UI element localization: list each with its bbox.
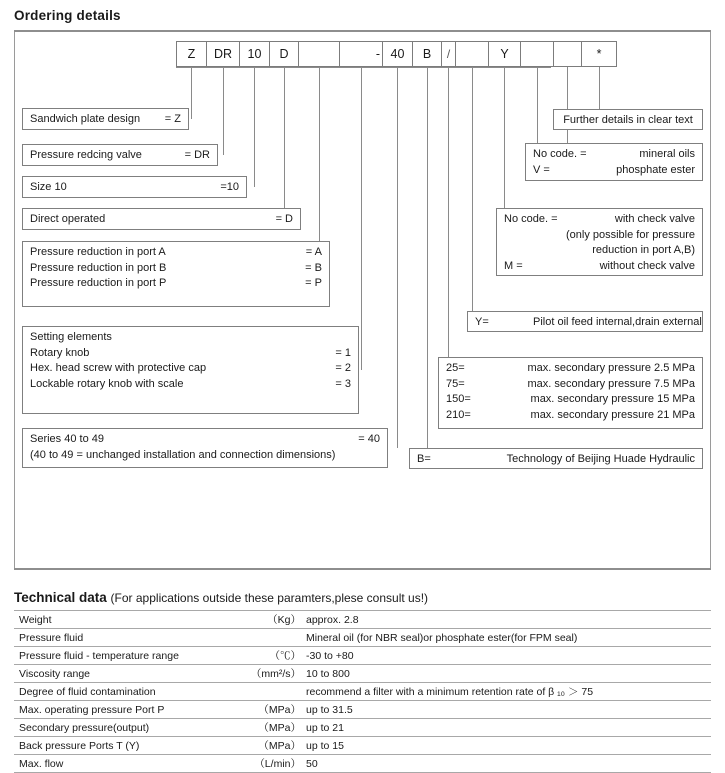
tech-row-name: Pressure fluid - temperature range <box>14 647 224 665</box>
ordering-box-size <box>22 176 247 198</box>
ordering-row-label: Direct operated <box>30 213 106 225</box>
ordering-row-label: Sandwich plate design <box>30 113 141 125</box>
ordering-row <box>30 346 351 362</box>
secondary-pressure-desc: max. secondary pressure 21 MPa <box>530 408 695 421</box>
tech-row-value: up to 21 <box>301 719 711 737</box>
code-connector-2 <box>254 67 255 187</box>
ordering-row-label: Series 40 to 49 <box>30 433 104 445</box>
tech-row-name: Weight <box>14 611 224 629</box>
ordering-row-label: Rotary knob <box>30 346 90 359</box>
table-row <box>14 683 711 701</box>
secondary-pressure-code: 75= <box>446 377 465 390</box>
code-cell-2[interactable]: 10 <box>239 41 269 67</box>
ordering-row-code: = 2 <box>335 362 351 374</box>
code-cell-7[interactable]: B <box>412 41 441 67</box>
ordering-row <box>30 361 351 377</box>
ordering-row <box>30 432 380 448</box>
secondary-pressure-desc: max. secondary pressure 2.5 MPa <box>527 362 695 374</box>
ordering-row-label: Lockable rotary knob with scale <box>30 377 184 390</box>
code-cell-12[interactable] <box>553 41 581 67</box>
secondary-pressure-code: 150= <box>446 393 471 405</box>
ordering-row <box>30 112 181 128</box>
code-cell-6[interactable]: 40 <box>382 41 412 67</box>
ordering-row-label: Size 10 <box>30 181 67 193</box>
ordering-row-label: (40 to 49 = unchanged installation and connection dimensions) <box>30 448 336 461</box>
ordering-box-check-valve <box>496 208 703 276</box>
technical-data-table <box>14 610 711 773</box>
ordering-box-pilot-oil <box>467 311 703 332</box>
code-cell-4[interactable] <box>298 41 339 67</box>
table-row <box>14 629 711 647</box>
code-cell-5[interactable]: - <box>339 41 382 67</box>
tech-row-name: Max. flow <box>14 755 224 773</box>
ordering-row-code: = 3 <box>335 377 351 390</box>
table-row <box>14 665 711 683</box>
ordering-row-code: =10 <box>220 181 239 193</box>
tech-row-value: Mineral oil (for NBR seal)or phosphate ester(for FPM seal) <box>301 629 711 647</box>
table-row <box>14 611 711 629</box>
ordering-row <box>30 377 351 393</box>
ordering-frame-right <box>710 32 711 569</box>
tech-row-name: Secondary pressure(output) <box>14 719 224 737</box>
check-valve-desc: without check valve <box>599 259 695 272</box>
technology-code: B= <box>417 453 431 465</box>
tech-row-value: 10 to 800 <box>301 665 711 683</box>
ordering-box-secondary-pressure <box>438 357 703 429</box>
technical-data-heading <box>14 590 711 610</box>
ordering-row-label: Setting elements <box>30 331 112 343</box>
ordering-row <box>30 330 351 346</box>
code-connector-1 <box>223 67 224 155</box>
ordering-title-underline <box>14 30 711 32</box>
fluid-type-code: No code. = <box>533 148 587 160</box>
code-cell-1[interactable]: DR <box>206 41 239 67</box>
ordering-box-technology <box>409 448 703 469</box>
tech-row-name: Viscosity range <box>14 665 224 683</box>
fluid-type-row <box>533 163 695 179</box>
code-cell-10[interactable]: Y <box>488 41 520 67</box>
code-connector-6 <box>397 67 398 448</box>
code-connector-5 <box>361 67 362 370</box>
ordering-row <box>30 261 322 277</box>
secondary-pressure-row <box>446 408 695 424</box>
ordering-box-direct-operated <box>22 208 301 230</box>
fluid-type-desc: mineral oils <box>639 148 695 160</box>
code-cell-13[interactable]: * <box>581 41 617 67</box>
ordering-box-further-details <box>553 109 703 130</box>
tech-row-value: approx. 2.8 <box>301 611 711 629</box>
check-valve-row <box>504 259 695 275</box>
secondary-pressure-code: 210= <box>446 408 471 421</box>
technical-data-section <box>14 590 711 773</box>
ordering-box-pressure-reducing-valve <box>22 144 218 166</box>
ordering-box-setting-elements <box>22 326 359 414</box>
ordering-row-code: = D <box>275 213 293 225</box>
tech-row-unit: （mm²/s） <box>224 665 301 683</box>
ordering-details-title: Ordering details <box>14 8 121 23</box>
code-connector-8 <box>448 67 449 394</box>
technology-desc: Technology of Beijing Huade Hydraulic <box>506 453 695 465</box>
ordering-row <box>30 212 293 228</box>
tech-row-value: recommend a filter with a minimum retention rate of β ₁₀ ＞ 75 <box>301 683 711 701</box>
ordering-row-code: = P <box>305 277 322 289</box>
table-row <box>14 755 711 773</box>
code-cell-0[interactable]: Z <box>176 41 206 67</box>
check-valve-code: M = <box>504 259 523 272</box>
code-connector-3 <box>284 67 285 219</box>
secondary-pressure-row <box>446 361 695 377</box>
tech-row-value: up to 31.5 <box>301 701 711 719</box>
pilot-oil-code: Y= <box>475 316 489 328</box>
code-cell-8[interactable]: / <box>441 41 455 67</box>
tech-row-unit: （L/min） <box>224 755 301 773</box>
ordering-row <box>30 276 322 292</box>
tech-row-unit <box>224 629 301 647</box>
check-valve-desc: (only possible for pressure <box>565 228 695 241</box>
table-row <box>14 647 711 665</box>
check-valve-code: No code. = <box>504 213 558 225</box>
tech-row-unit: （Kg） <box>224 611 301 629</box>
secondary-pressure-row <box>446 392 695 408</box>
check-valve-desc: reduction in port A,B) <box>592 244 695 256</box>
tech-row-name: Degree of fluid contamination <box>14 683 224 701</box>
ordering-code-row <box>176 41 617 67</box>
ordering-frame-bottom <box>14 568 711 570</box>
code-connector-7 <box>427 67 428 458</box>
ordering-row-label: Pressure reduction in port B <box>30 261 167 274</box>
code-connector-9 <box>472 67 473 321</box>
tech-row-name: Back pressure Ports T (Y) <box>14 737 224 755</box>
tech-row-unit: （MPa） <box>224 737 301 755</box>
ordering-row <box>30 148 210 164</box>
pilot-oil-row <box>475 315 702 331</box>
ordering-row-label: Pressure reduction in port A <box>30 246 166 258</box>
tech-row-value: 50 <box>301 755 711 773</box>
ordering-box-fluid-type <box>525 143 703 181</box>
ordering-row-label: Hex. head screw with protective cap <box>30 362 207 374</box>
ordering-row <box>30 448 380 464</box>
tech-row-name: Max. operating pressure Port P <box>14 701 224 719</box>
code-cell-9[interactable] <box>455 41 488 67</box>
tech-row-unit <box>224 683 301 701</box>
ordering-box-sandwich-plate <box>22 108 189 130</box>
table-row <box>14 737 711 755</box>
ordering-row <box>30 245 322 261</box>
ordering-row <box>30 180 239 196</box>
check-valve-row <box>504 243 695 259</box>
code-connector-0 <box>191 67 192 119</box>
technical-data-subtitle: (For applications outside these paramters,plese consult us!) <box>110 591 429 605</box>
ordering-row-code: = B <box>305 261 322 274</box>
tech-row-name: Pressure fluid <box>14 629 224 647</box>
secondary-pressure-desc: max. secondary pressure 7.5 MPa <box>527 377 695 390</box>
check-valve-row <box>504 228 695 244</box>
ordering-box-series <box>22 428 388 468</box>
ordering-row-code: = A <box>305 246 322 258</box>
secondary-pressure-desc: max. secondary pressure 15 MPa <box>530 393 695 405</box>
ordering-row-code: = DR <box>184 149 210 161</box>
code-row-baseline <box>176 67 551 68</box>
tech-row-value: up to 15 <box>301 737 711 755</box>
pilot-oil-desc: Pilot oil feed internal,drain external <box>533 316 702 328</box>
technical-data-title: Technical data <box>14 590 107 605</box>
ordering-row-code: = 1 <box>335 346 351 359</box>
table-row <box>14 701 711 719</box>
technology-row <box>417 452 695 468</box>
tech-row-unit: （MPa） <box>224 701 301 719</box>
fluid-type-desc: phosphate ester <box>616 163 695 176</box>
code-cell-11[interactable] <box>520 41 553 67</box>
fluid-type-row <box>533 147 695 163</box>
check-valve-desc: with check valve <box>614 213 695 225</box>
tech-row-value: -30 to +80 <box>301 647 711 665</box>
tech-row-unit: （℃） <box>224 647 301 665</box>
fluid-type-code: V = <box>533 163 550 176</box>
ordering-row-label: Pressure redcing valve <box>30 149 142 161</box>
ordering-row-code: = 40 <box>358 433 380 445</box>
check-valve-row <box>504 212 695 228</box>
ordering-row-label: Pressure reduction in port P <box>30 277 167 289</box>
secondary-pressure-row <box>446 377 695 393</box>
table-row <box>14 719 711 737</box>
further-details-label: Further details in clear text <box>563 113 693 126</box>
secondary-pressure-code: 25= <box>446 362 465 374</box>
tech-row-unit: （MPa） <box>224 719 301 737</box>
ordering-box-pressure-reduction-port <box>22 241 330 307</box>
ordering-frame-left <box>14 32 15 569</box>
code-cell-3[interactable]: D <box>269 41 298 67</box>
ordering-row-code: = Z <box>164 113 181 125</box>
